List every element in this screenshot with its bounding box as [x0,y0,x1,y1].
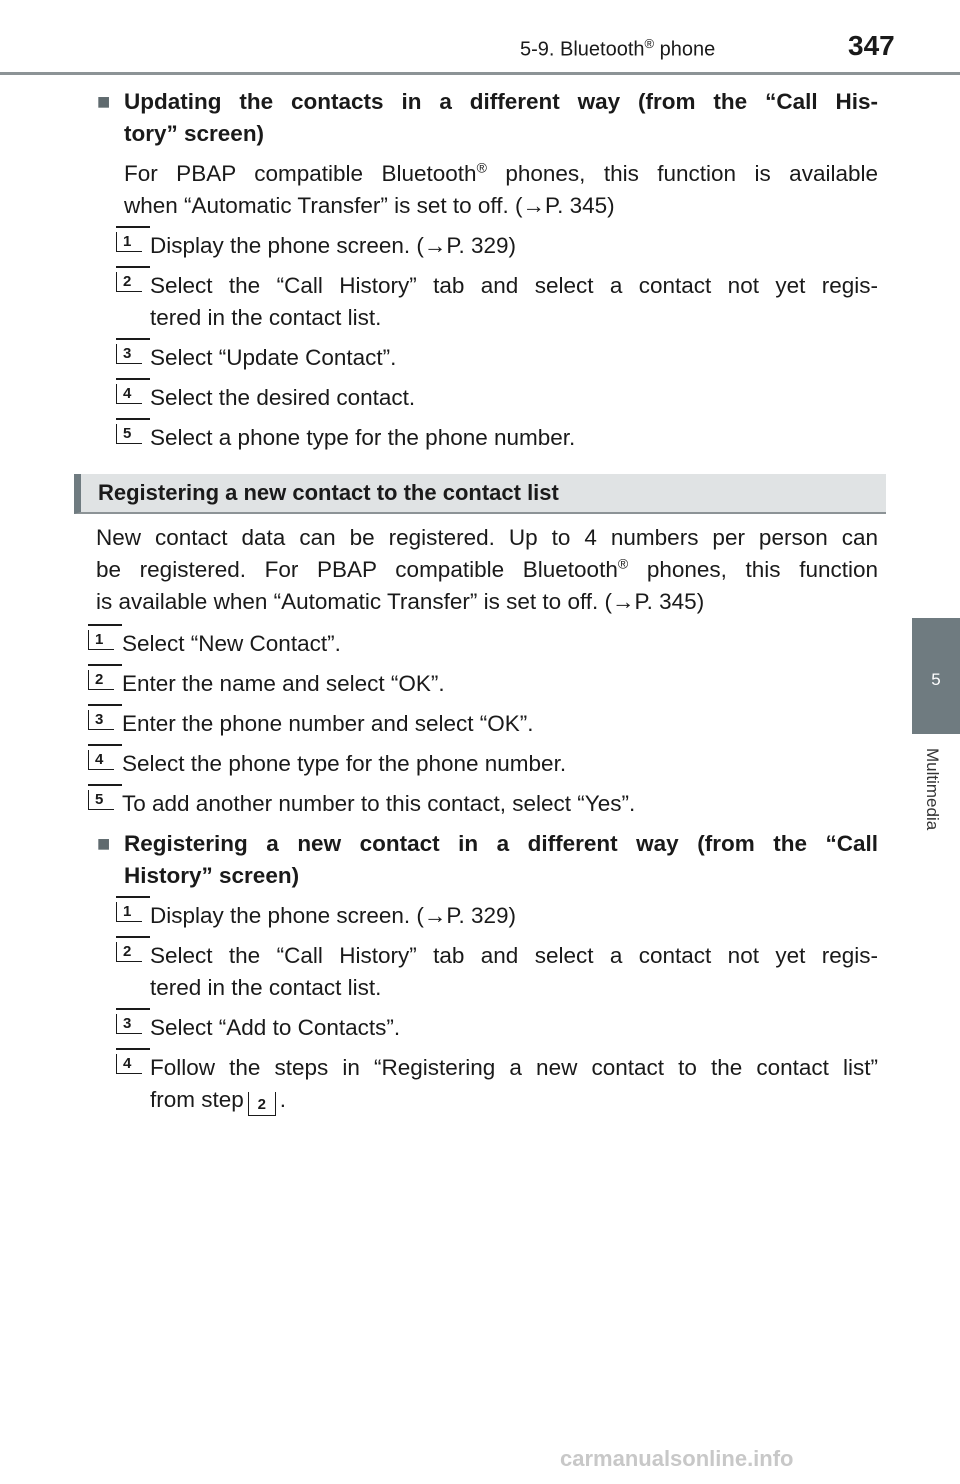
watermark: carmanualsonline.info [560,1446,794,1471]
chapter-tab [912,618,960,734]
section-title: 5-9. Bluetooth® phone [520,36,716,61]
sec3-step-3: Select “Add to Contacts”. [150,1015,401,1040]
step-badge: 2 [116,942,142,962]
step-badge: 5 [116,424,142,444]
sec2-intro: New contact data can be registered. Up to 4 numbers per person can be registered. For PBAP compatible Bluetooth® phones, this function is available when “Automatic Transfer” is set to off. (→P. 345) [96,525,879,614]
page-number: 347 [848,30,895,61]
square-bullet-icon: ■ [97,89,111,114]
step-badge: 5 [88,790,114,810]
header-rule [0,72,960,75]
sec1-step-5: Select a phone type for the phone number. [150,425,576,450]
sec3-step-2: Select the “Call History” tab and select a contact not yet regis- tered in the contact list. [150,943,878,1000]
step-reference-badge: 2 [248,1092,276,1116]
chapter-number: 5 [931,670,941,689]
step-badge: 4 [116,1054,142,1074]
step-badge: 3 [116,1014,142,1034]
step-badge: 3 [88,710,114,730]
step-badge: 3 [116,344,142,364]
sec1-step-3: Select “Update Contact”. [150,345,397,370]
sec2-step-1: Select “New Contact”. [122,631,341,656]
sec1-step-1: Display the phone screen. (→P. 329) [150,233,517,258]
chapter-label: Multimedia [923,748,942,831]
square-bullet-icon: ■ [97,831,111,856]
sec3-step-4: Follow the steps in “Registering a new contact to the contact list” from step 2 . [150,1052,878,1116]
sec2-step-4: Select the phone type for the phone number. [122,751,567,776]
sec1-step-2: Select the “Call History” tab and select a contact not yet regis- tered in the contact list. [150,273,878,330]
sec2-step-2: Enter the name and select “OK”. [122,671,445,696]
subheading-updating-contacts: ■ Updating the contacts in a different way (from the “Call His- tory” screen) [124,86,878,150]
sec1-step-4: Select the desired contact. [150,385,416,410]
subheading-registering-contact: ■ Registering a new contact in a different way (from the “Call History” screen) [124,828,878,892]
step-badge: 2 [116,272,142,292]
sec2-step-5: To add another number to this contact, select “Yes”. [122,791,636,816]
sec1-intro: For PBAP compatible Bluetooth® phones, this function is available when “Automatic Transfer” is set to off. (→P. 345) [124,159,878,218]
step-badge: 1 [88,630,114,650]
step-badge: 4 [116,384,142,404]
step-badge: 1 [116,232,142,252]
section-header: Registering a new contact to the contact list [74,474,886,514]
sec3-step-1: Display the phone screen. (→P. 329) [150,903,517,928]
sec2-step-3: Enter the phone number and select “OK”. [122,711,534,736]
step-badge: 1 [116,902,142,922]
step-badge: 2 [88,670,114,690]
step-badge: 4 [88,750,114,770]
